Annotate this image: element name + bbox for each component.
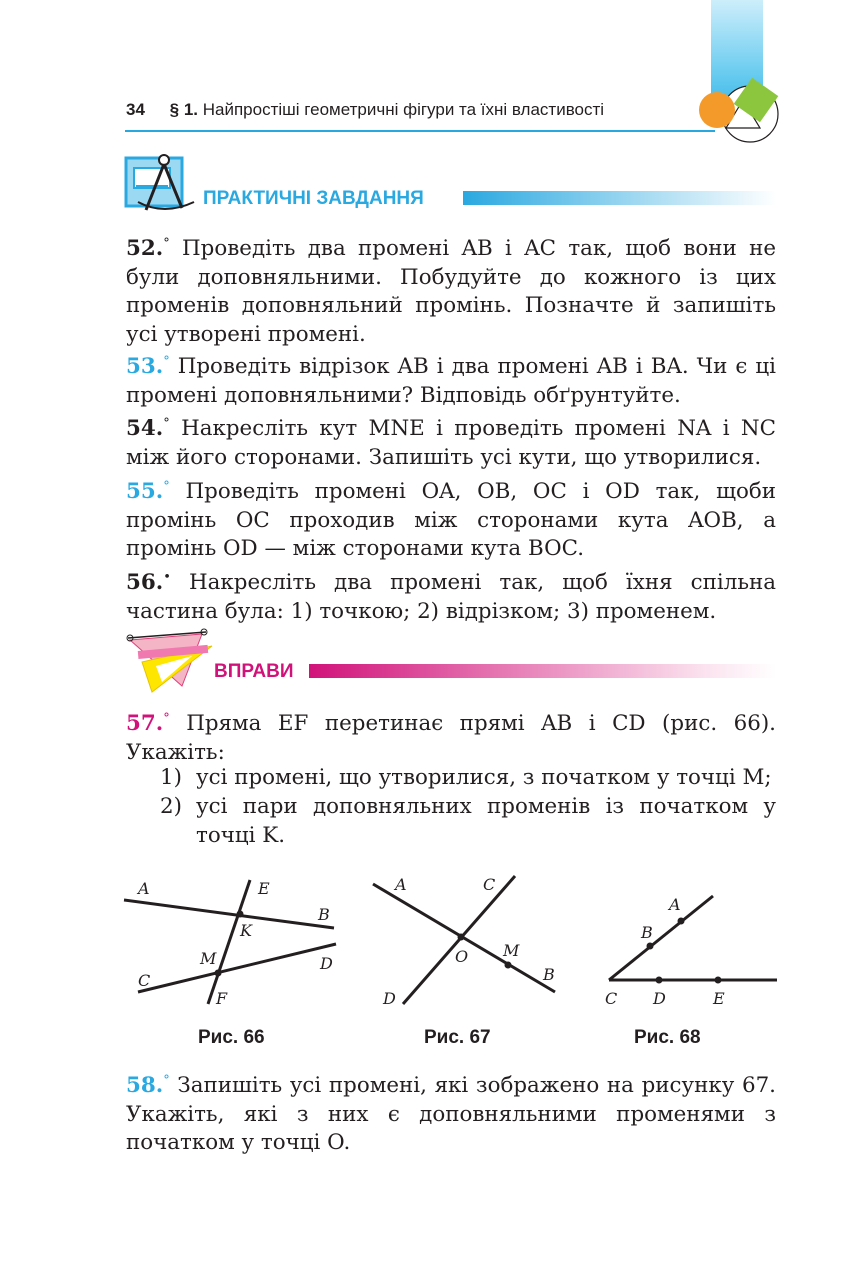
label-O: O [455, 947, 469, 966]
task-53-text: Проведіть відрізок AB і два промені AB і BA. Чи є ці промені доповняльними? Відповідь обґрунтуйте. [126, 354, 776, 408]
task-56-text: Накресліть два промені так, щоб їхня спільна частина була: 1) точкою; 2) відрізком; 3) променем. [126, 570, 776, 624]
task-57-item-1 [160, 764, 776, 793]
label-B: B [318, 905, 330, 924]
shapes-decoration-icon [690, 72, 790, 148]
point-K [237, 911, 244, 918]
label-A: A [669, 895, 681, 914]
label-B: B [543, 965, 555, 984]
item-text: усі пари доповняльних променів із початком у точці K. [196, 794, 776, 848]
point-M [505, 962, 512, 969]
point-A [678, 918, 685, 925]
task-56 [126, 564, 776, 626]
item-text: усі промені, що утворилися, з початком у точці M; [196, 765, 772, 790]
label-F: F [216, 989, 228, 1008]
task-55-text: Проведіть промені OA, OB, OC і OD так, щоби промінь OC проходив між сторонами кута AOB, а промінь OD — між сторонами кута BOC. [126, 479, 776, 562]
task-54 [126, 410, 776, 472]
point-M [215, 970, 222, 977]
label-C: C [605, 989, 618, 1008]
task-55-number: 55.° [126, 479, 170, 505]
task-57 [126, 705, 776, 767]
label-K: K [240, 921, 252, 940]
label-D: D [383, 989, 396, 1008]
figure-68 [595, 880, 785, 1015]
task-52-number: 52.° [126, 236, 170, 262]
task-58 [126, 1067, 776, 1158]
item-number: 1) [160, 765, 182, 790]
label-D: D [653, 989, 666, 1008]
task-54-text: Накресліть кут MNE і проведіть промені NA і NC між його сторонами. Запишіть усі кути, що утворилися. [126, 416, 776, 470]
practical-title-bar [463, 191, 776, 205]
task-57-item-2 [160, 793, 776, 850]
point-B [647, 943, 654, 950]
label-M: M [503, 941, 520, 960]
label-M: M [200, 949, 217, 968]
page-number: 34 [126, 100, 145, 119]
label-E: E [713, 989, 725, 1008]
section-number: § 1. [169, 100, 199, 119]
point-E [715, 977, 722, 984]
task-54-number: 54.° [126, 416, 170, 442]
label-A: A [395, 875, 407, 894]
figure-67 [365, 870, 575, 1015]
header-rule [125, 130, 715, 132]
label-B: B [641, 923, 653, 942]
label-D: D [320, 954, 333, 973]
task-57-text: Пряма EF перетинає прямі AB і CD (рис. 66). Укажіть: [126, 711, 776, 765]
task-52-text: Проведіть два промені AB і AC так, щоб вони не були доповняльними. Побудуйте до кожного із цих променів доповняльний промінь. Позначте й запишіть усі утворені промені. [126, 236, 776, 347]
exercises-title-bar [309, 664, 776, 678]
task-56-number: 56.• [126, 570, 171, 596]
compass-drawing-icon [124, 150, 200, 216]
task-55 [126, 473, 776, 564]
ruler-triangle-icon [122, 626, 214, 696]
section-title: Найпростіші геометричні фігури та їхні властивості [202, 100, 605, 119]
label-C: C [483, 875, 496, 894]
figure-66 [120, 870, 350, 1015]
task-53 [126, 348, 776, 410]
point-O [458, 934, 465, 941]
task-52 [126, 230, 776, 349]
label-E: E [258, 879, 270, 898]
figure-67-caption: Рис. 67 [424, 1027, 491, 1048]
item-number: 2) [160, 794, 182, 819]
exercises-title: ВПРАВИ [214, 661, 294, 682]
figure-66-caption: Рис. 66 [198, 1027, 265, 1048]
figure-68-caption: Рис. 68 [634, 1027, 701, 1048]
practical-tasks-title: ПРАКТИЧНІ ЗАВДАННЯ [203, 188, 424, 209]
task-57-number: 57.° [126, 711, 170, 737]
task-53-number: 53.° [126, 354, 170, 380]
label-C: C [138, 971, 151, 990]
point-D [656, 977, 663, 984]
task-58-text: Запишіть усі промені, які зображено на рисунку 67. Укажіть, які з них є доповняльними променями з початком у точці O. [126, 1073, 776, 1156]
label-A: A [138, 879, 150, 898]
task-58-number: 58.° [126, 1073, 170, 1099]
running-header [126, 100, 604, 120]
